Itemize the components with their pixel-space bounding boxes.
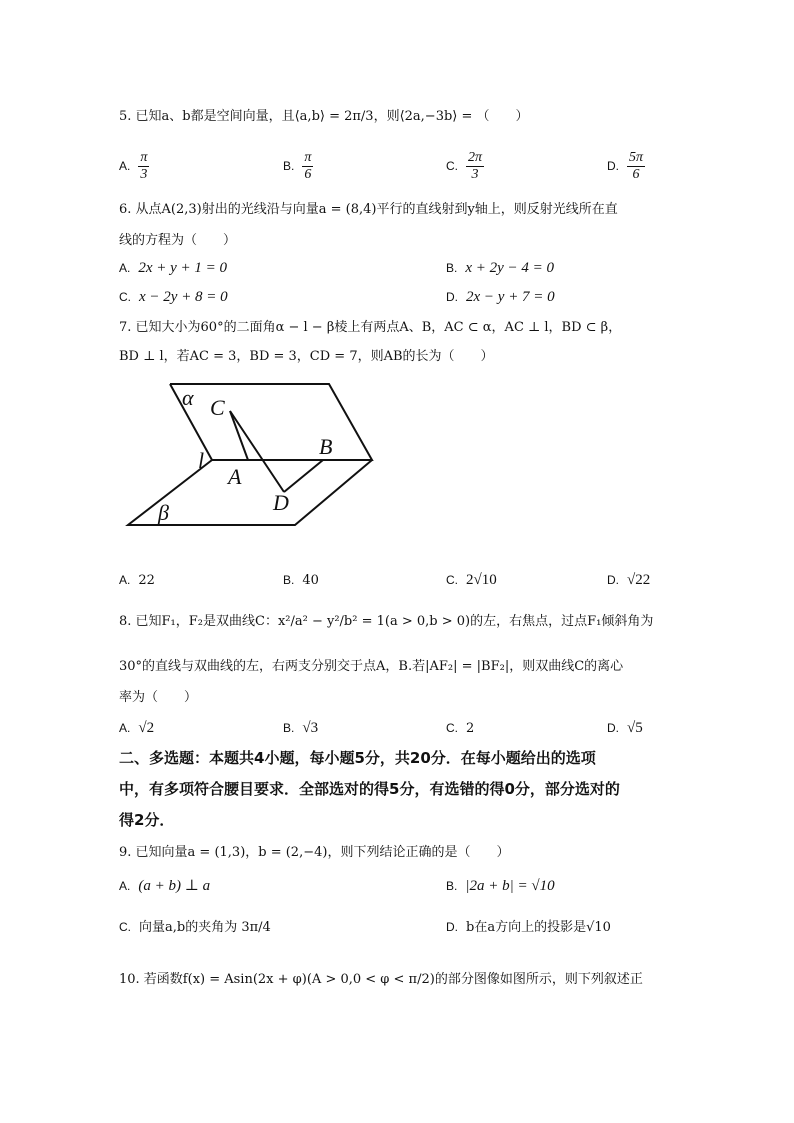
q9-option-d: D. b在a方向上的投影是√10: [446, 920, 611, 935]
q8-option-d: D. √5: [607, 720, 643, 736]
option-label: A.: [119, 879, 131, 893]
option-label: D.: [446, 920, 458, 934]
q6-option-c: C. x − 2y + 8 = 0: [119, 289, 228, 305]
q7-line-2: BD ⊥ l，若AC = 3，BD = 3，CD = 7，则AB的长为（ ）: [119, 349, 494, 364]
q5-option-d: [607, 150, 645, 183]
label-A: A: [228, 464, 242, 489]
option-label: A.: [119, 573, 131, 587]
option-label: B.: [446, 879, 458, 893]
section-heading-line-2: 中，有多项符合腰目要求．全部选对的得5分，有选错的得0分，部分选对的: [119, 780, 620, 798]
option-label: C.: [119, 290, 131, 304]
q8-option-b: B. √3: [283, 720, 319, 736]
fraction: $\frac{\pi}{6}$: [304, 150, 312, 182]
option-label: A.: [119, 721, 131, 735]
section-heading-line-3: 得2分．: [119, 811, 175, 829]
option-label: D.: [607, 573, 619, 587]
segment-BD: [284, 460, 323, 492]
option-label: C.: [446, 159, 458, 173]
option-label: B.: [446, 261, 458, 275]
q6-option-b: B. x + 2y − 4 = 0: [446, 260, 555, 276]
q5-option-a: [119, 150, 149, 183]
q5-option-c: [446, 150, 484, 183]
q6-line-2: 线的方程为（ ）: [119, 233, 237, 248]
q9-option-c: C. 向量a,b的夹角为 3π/4: [119, 920, 271, 935]
q5-option-b: [283, 150, 313, 183]
option-label: B.: [283, 721, 295, 735]
section-heading-line-1: 二、多选题：本题共4小题，每小题5分，共20分．在每小题给出的选项: [119, 749, 596, 767]
q9-stem: 9. 已知向量a = (1,3)，b = (2,−4)，则下列结论正确的是（ ）: [119, 845, 510, 860]
label-beta: β: [158, 500, 169, 525]
option-label: A.: [119, 159, 131, 173]
q5-stem: [119, 108, 529, 126]
q6-option-a: A. 2x + y + 1 = 0: [119, 260, 228, 276]
q9-option-b: B. |2a + b| = √10: [446, 878, 555, 894]
fraction: $\frac{2\pi}{3}$: [468, 150, 483, 182]
option-label: C.: [446, 573, 458, 587]
fraction: $\frac{\pi}{3}$: [140, 150, 148, 182]
q7-option-b: B. 40: [283, 573, 319, 588]
label-l: l: [198, 448, 205, 473]
q7-option-c: C. 2√10: [446, 572, 497, 588]
option-label: D.: [446, 290, 458, 304]
option-label: A.: [119, 261, 131, 275]
q5-stem-text: 5. 已知a、b都是空间向量，且⟨a,b⟩ = 2π/3，则⟨2a,−3b⟩ = （ ）: [119, 109, 529, 124]
q7-line-1: 7. 已知大小为60°的二面角α − l − β棱上有两点A、B，AC ⊂ α，AC ⊥ l，BD ⊂ β，: [119, 320, 622, 335]
q7-option-d: D. √22: [607, 572, 651, 588]
q8-option-c: C. 2: [446, 721, 475, 736]
q7-option-a: A. 22: [119, 573, 155, 588]
option-label: D.: [607, 159, 619, 173]
label-C: C: [210, 395, 225, 420]
option-label: C.: [119, 920, 131, 934]
label-D: D: [273, 490, 289, 515]
q6-line-1: 6. 从点A(2,3)射出的光线沿与向量a = (8,4)平行的直线射到y轴上，则反射光线所在直: [119, 202, 618, 217]
q10-line-1: 10. 若函数f(x) = Asin(2x + φ)(A > 0,0 < φ < π/2)的部分图像如图所示，则下列叙述正: [119, 972, 643, 987]
option-label: B.: [283, 159, 295, 173]
option-label: B.: [283, 573, 295, 587]
option-label: D.: [607, 721, 619, 735]
q9-option-a: A. (a + b) ⊥ a: [119, 878, 211, 894]
label-alpha: α: [182, 385, 194, 410]
dihedral-angle-figure: [120, 378, 390, 533]
label-B: B: [319, 434, 333, 459]
option-label: C.: [446, 721, 458, 735]
q8-line-3: 率为（ ）: [119, 690, 198, 705]
q6-option-d: D. 2x − y + 7 = 0: [446, 289, 555, 305]
fraction: $\frac{5\pi}{6}$: [629, 150, 644, 182]
q8-line-2: 30°的直线与双曲线的左，右两支分别交于点A，B.若|AF₂| = |BF₂|，则双曲线C的离心: [119, 659, 624, 674]
q8-line-1: 8. 已知F₁，F₂是双曲线C：x²/a² − y²/b² = 1(a > 0,b > 0)的左，右焦点，过点F₁倾斜角为: [119, 614, 654, 629]
q8-option-a: A. √2: [119, 720, 155, 736]
